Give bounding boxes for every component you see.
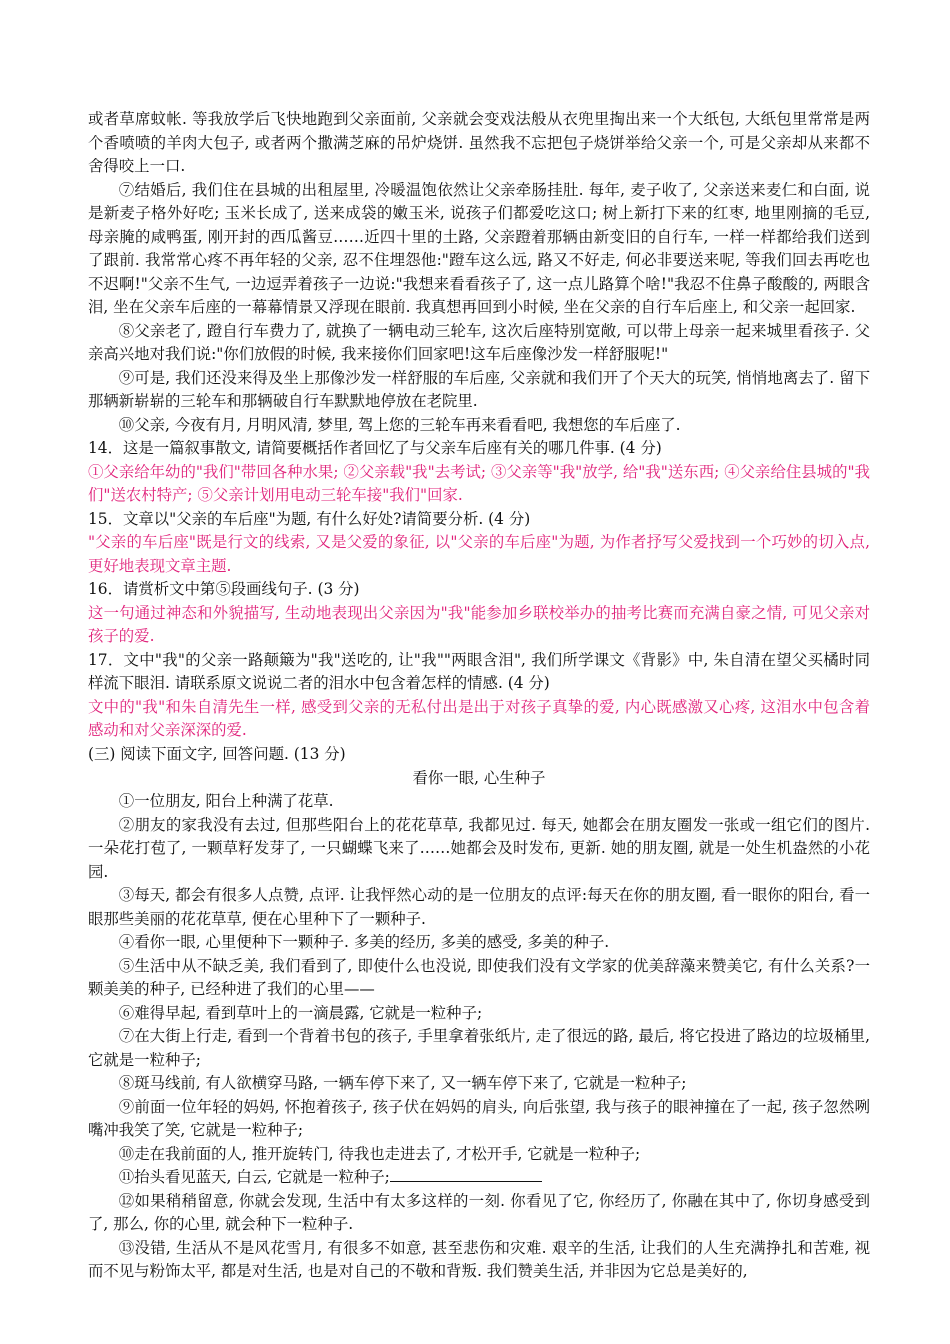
fill-in-blank (390, 1167, 542, 1182)
passage-paragraph-10: ⑩父亲, 今夜有月, 月明风清, 梦里, 驾上您的三轮车再来看看吧, 我想您的车后座了. (118, 415, 681, 434)
question-17: 17．文中"我"的父亲一路颠簸为"我"送吃的, 让"我""两眼含泪", 我们所学课文《背影》中, 朱自清在望父买橘时同样流下眼泪. 请联系原文说说二者的泪水中包含着怎样的情感. (4 分) (88, 650, 870, 692)
section-heading: (三) 阅读下面文字, 回答问题. (13 分) (88, 744, 346, 763)
article-paragraph-11-text: ⑪抬头看见蓝天, 白云, 它就是一粒种子; (118, 1168, 390, 1186)
answer-15: "父亲的车后座"既是行文的线索, 又是父爱的象征, 以"父亲的车后座"为题, 为作者抒写父爱找到一个巧妙的切入点, 更好地表现文章主题. (88, 533, 870, 575)
article-paragraph-13: ⑬没错, 生活从不是风花雪月, 有很多不如意, 甚至悲伤和灾难. 艰辛的生活, 让我们的人生充满挣扎和苦难, 视而不见与粉饰太平, 都是对生活, 也是对自己的不敬和背叛. 我们赞美生活, 并非因为它总是美好的, (88, 1238, 870, 1280)
article-paragraph-5: ⑤生活中从不缺乏美, 我们看到了, 即使什么也没说, 即使我们没有文学家的优美辞藻来赞美它, 有什么关系?一颗美美的种子, 已经种进了我们的心里—— (88, 956, 870, 998)
article-paragraph-9: ⑨前面一位年轻的妈妈, 怀抱着孩子, 孩子伏在妈妈的肩头, 向后张望, 我与孩子的眼神撞在了一起, 孩子忽然咧嘴冲我笑了笑, 它就是一粒种子; (88, 1097, 870, 1139)
document-page (88, 108, 870, 1284)
article-paragraph-10: ⑩走在我前面的人, 推开旋转门, 待我也走进去了, 才松开手, 它就是一粒种子; (118, 1144, 641, 1163)
article-paragraph-6: ⑥难得早起, 看到草叶上的一滴晨露, 它就是一粒种子; (118, 1003, 483, 1022)
passage-paragraph: 或者草席蚊帐. 等我放学后飞快地跑到父亲面前, 父亲就会变戏法般从衣兜里掏出来一个大纸包, 大纸包里常常是两个香喷喷的羊肉大包子, 或者两个撒满芝麻的吊炉烧饼. 虽然我不忘把包子烧饼举给父亲一个, 可是父亲却从来都不舍得咬上一口. (88, 110, 870, 175)
passage-paragraph-9: ⑨可是, 我们还没来得及坐上那像沙发一样舒服的车后座, 父亲就和我们开了个天大的玩笑, 悄悄地离去了. 留下那辆新崭崭的三轮车和那辆破自行车默默地停放在老院里. (88, 368, 870, 410)
answer-14: ①父亲给年幼的"我们"带回各种水果; ②父亲载"我"去考试; ③父亲等"我"放学, 给"我"送东西; ④父亲给住县城的"我们"送农村特产; ⑤父亲计划用电动三轮车接"我们"回家. (88, 462, 870, 504)
article-title: 看你一眼, 心生种子 (412, 769, 546, 787)
article-paragraph-12: ⑫如果稍稍留意, 你就会发现, 生活中有太多这样的一刻. 你看见了它, 你经历了, 你融在其中了, 你切身感受到了, 那么, 你的心里, 就会种下一粒种子. (88, 1191, 870, 1233)
article-paragraph-7: ⑦在大街上行走, 看到一个背着书包的孩子, 手里拿着张纸片, 走了很远的路, 最后, 将它投进了路边的垃圾桶里, 它就是一粒种子; (88, 1027, 870, 1069)
article-paragraph-8: ⑧斑马线前, 有人欲横穿马路, 一辆车停下来了, 又一辆车停下来了, 它就是一粒种子; (118, 1074, 687, 1092)
answer-17: 文中的"我"和朱自清先生一样, 感受到父亲的无私付出是出于对孩子真挚的爱, 内心既感激又心疼, 这泪水中包含着感动和对父亲深深的爱. (88, 697, 870, 739)
answer-16: 这一句通过神态和外貌描写, 生动地表现出父亲因为"我"能参加乡联校举办的抽考比赛而充满自豪之情, 可见父亲对孩子的爱. (88, 603, 870, 645)
article-paragraph-1: ①一位朋友, 阳台上种满了花草. (118, 792, 334, 810)
question-14: 14．这是一篇叙事散文, 请简要概括作者回忆了与父亲车后座有关的哪几件事. (4 分) (88, 439, 662, 457)
article-paragraph-11 (88, 1166, 870, 1190)
question-16: 16．请赏析文中第⑤段画线句子. (3 分) (88, 580, 360, 598)
article-paragraph-2: ②朋友的家我没有去过, 但那些阳台上的花花草草, 我都见过. 每天, 她都会在朋友圈发一张或一组它们的图片. 一朵花打苞了, 一颗草籽发芽了, 一只蝴蝶飞来了……她都会及时发布, 更新. 她的朋友圈, 就是一处生机盎然的小花园. (88, 815, 870, 881)
passage-paragraph-8: ⑧父亲老了, 蹬自行车费力了, 就换了一辆电动三轮车, 这次后座特别宽敞, 可以带上母亲一起来城里看孩子. 父亲高兴地对我们说:"你们放假的时候, 我来接你们回家吧!这车后座像沙发一样舒服呢!" (88, 321, 870, 363)
passage-paragraph-7: ⑦结婚后, 我们住在县城的出租屋里, 冷暖温饱依然让父亲牵肠挂肚. 每年, 麦子收了, 父亲送来麦仁和白面, 说是新麦子格外好吃; 玉米长成了, 送来成袋的嫩玉米, 说孩子们都爱吃这口; 树上新打下来的红枣, 地里刚摘的毛豆, 母亲腌的咸鸭蛋, 刚开封的西瓜酱豆……近四十里的土路, 父亲蹬着那辆由新变旧的自行车, 一样一样都给我们送到了跟前. 我常常心疼不再年轻的父亲, 忍不住埋怨他:"蹬车这么远, 路又不好走, 何必非要送来呢, 等我们回去再吃也不迟啊!"父亲不生气, 一边逗弄着孩子一边说:"我想来看看孩子了, 这一点儿路算个啥!"我忍不住鼻子酸酸的, 两眼含泪, 坐在父亲车后座的一幕幕情景又浮现在眼前. 我真想再回到小时候, 坐在父亲的自行车后座上, 和父亲一起回家. (88, 180, 870, 316)
question-15: 15．文章以"父亲的车后座"为题, 有什么好处?请简要分析. (4 分) (88, 509, 531, 528)
article-paragraph-3: ③每天, 都会有很多人点赞, 点评. 让我怦然心动的是一位朋友的点评:每天在你的朋友圈, 看一眼你的阳台, 看一眼那些美丽的花花草草, 便在心里种下了一颗种子. (88, 886, 870, 928)
article-paragraph-4: ④看你一眼, 心里便种下一颗种子. 多美的经历, 多美的感受, 多美的种子. (118, 933, 610, 951)
